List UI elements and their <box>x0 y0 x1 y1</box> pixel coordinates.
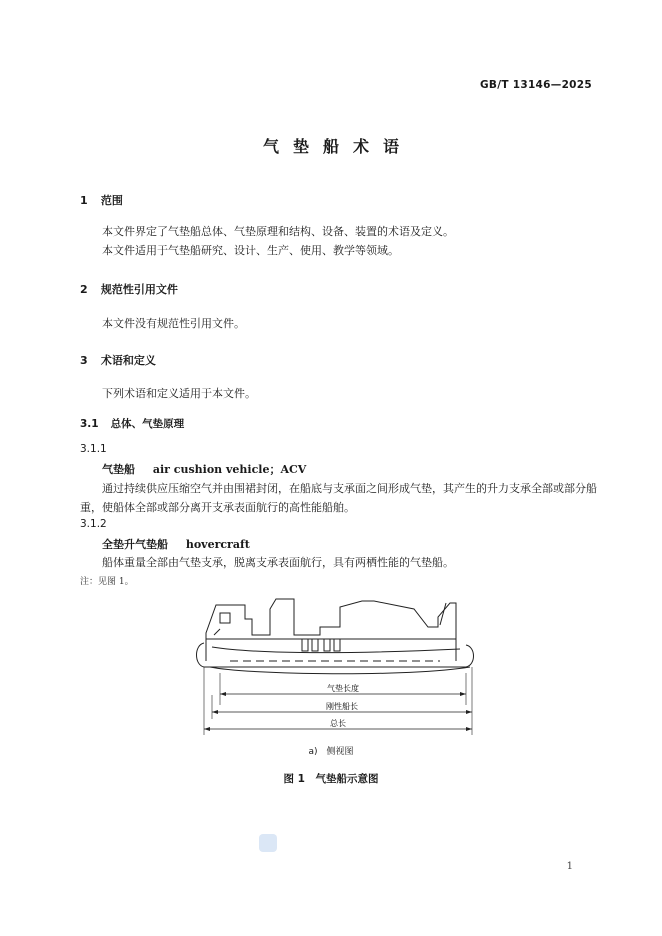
term-number: 3.1.1 <box>80 443 107 455</box>
window <box>220 613 230 623</box>
references-paragraph: 本文件没有规范性引用文件。 <box>102 317 245 330</box>
scope-paragraph-1: 本文件界定了气垫船总体、气垫原理和结构、设备、装置的术语及定义。 <box>102 225 454 238</box>
page-number: 1 <box>566 861 573 872</box>
overall-length-label: 总长 <box>330 719 346 728</box>
document-title: 气垫船术语 <box>262 137 413 156</box>
section-2-heading <box>80 281 178 297</box>
term-en: hovercraft <box>185 538 250 551</box>
figure-note: 注：见图 1。 <box>80 577 134 587</box>
window <box>312 639 318 651</box>
scope-paragraph-2: 本文件适用于气垫船研究、设计、生产、使用、教学等领域。 <box>102 244 399 257</box>
section-number: 3.1 <box>80 418 99 430</box>
section-3-1-heading <box>80 416 184 431</box>
term-zh: 气垫船 <box>102 463 135 476</box>
term-zh: 全垫升气垫船 <box>102 538 168 551</box>
skirt-bottom <box>210 667 470 674</box>
skirt-inner <box>212 647 460 653</box>
bow-guard <box>214 629 220 635</box>
superstructure-outline <box>206 599 456 661</box>
section-number: 3 <box>80 354 88 367</box>
cushion-length-label: 气垫长度 <box>327 684 359 693</box>
watermark-logo-icon <box>259 834 277 852</box>
figure-sub-label: a) 侧视图 <box>308 747 354 757</box>
figure-caption: 图 1 气垫船示意图 <box>283 773 379 785</box>
standard-number: GB/T 13146—2025 <box>479 79 592 91</box>
term-en: air cushion vehicle；ACV <box>152 463 307 476</box>
rigid-length-label: 刚性船长 <box>326 702 358 711</box>
section-3-heading <box>80 352 156 368</box>
terms-intro-paragraph: 下列术语和定义适用于本文件。 <box>102 387 256 400</box>
section-title: 术语和定义 <box>100 354 156 367</box>
section-number: 1 <box>80 194 88 207</box>
section-number: 2 <box>80 283 88 296</box>
section-title: 范围 <box>100 194 123 207</box>
term-definition: 通过持续供应压缩空气并由围裙封闭，在船底与支承面之间形成气垫，其产生的升力支承全部或部分船重，使船体全部或部分离开支承表面航行的高性能船舶。 <box>80 482 597 514</box>
section-1-heading <box>80 192 123 208</box>
section-title: 规范性引用文件 <box>100 283 178 296</box>
term-definition: 船体重量全部由气垫支承，脱离支承表面航行，具有两栖性能的气垫船。 <box>102 556 454 569</box>
term-heading <box>102 461 306 477</box>
term-number: 3.1.2 <box>80 518 107 530</box>
window <box>324 639 330 651</box>
window <box>334 639 340 651</box>
term-heading <box>102 536 250 552</box>
window <box>302 639 308 651</box>
skirt-outline <box>197 643 474 667</box>
hovercraft-side-view-figure <box>190 595 490 740</box>
section-title: 总体、气垫原理 <box>110 418 185 430</box>
